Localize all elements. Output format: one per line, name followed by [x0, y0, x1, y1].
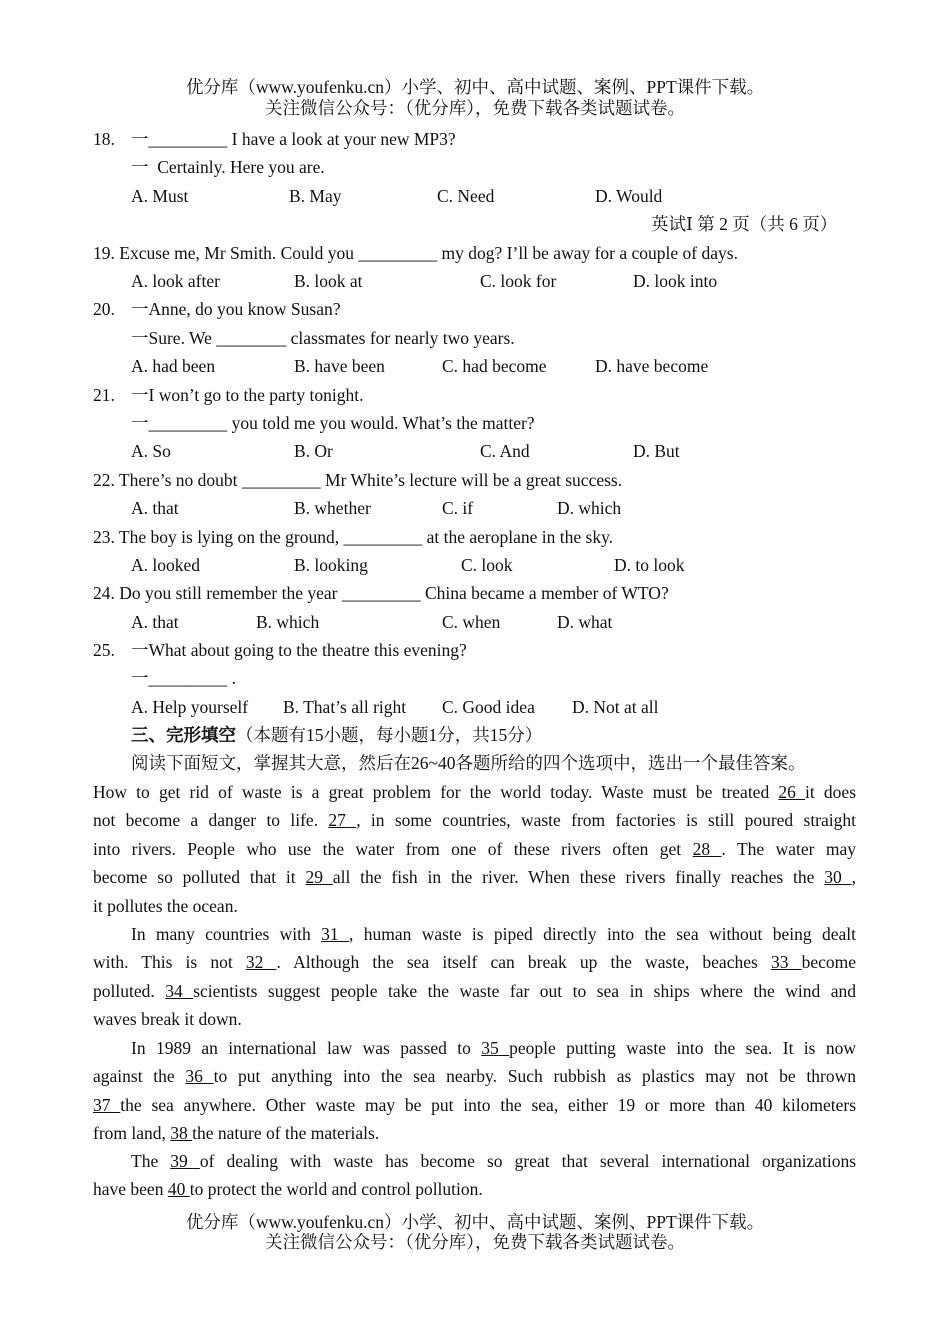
cloze-blank: 28: [692, 838, 722, 859]
passage-p1-line-4: [93, 866, 856, 888]
passage-p1-line-3: [93, 838, 856, 860]
passage-text: scientists suggest people take the waste far out to sea in ships where the wind and: [193, 980, 857, 1001]
passage-p4-line-1: [131, 1150, 856, 1172]
passage-text: , human waste is piped directly into the sea without being dealt: [348, 924, 857, 944]
cloze-blank: 34: [165, 980, 194, 1001]
passage-p3-line-3: [93, 1094, 856, 1116]
header-line-2: 关注微信公众号：（优分库），免费下载各类试题试卷。: [265, 98, 685, 118]
cloze-blank: 32: [245, 952, 277, 973]
footer-line-1: 优分库（www.youfenku.cn）小学、初中、高中试题、案例、PPT课件下载。: [185, 1212, 765, 1232]
cloze-blank: 30: [824, 867, 852, 888]
q19-option-a: A. look after: [131, 271, 220, 291]
q19-option-d: D. look into: [633, 271, 718, 291]
q23-option-c: C. look: [461, 555, 513, 575]
passage-text: . The water may: [721, 838, 856, 859]
q22-option-b: B. whether: [294, 498, 371, 518]
cloze-blank: 39: [170, 1151, 200, 1171]
passage-text: In many countries with: [131, 924, 322, 944]
passage-p3-line-1: [131, 1037, 856, 1059]
q23-option-a: A. looked: [131, 555, 201, 575]
page-label: 英试Ⅰ 第 2 页（共 6 页）: [651, 214, 838, 234]
passage-text: become so polluted that it: [93, 867, 306, 888]
cloze-blank: 29: [305, 867, 333, 888]
passage-text: In 1989 an international law was passed to: [131, 1038, 482, 1058]
q24-option-b: B. which: [256, 612, 320, 632]
section-3-heading: [131, 724, 542, 746]
q19-option-c: C. look for: [480, 271, 557, 291]
q20-option-c: C. had become: [442, 356, 547, 376]
q23-stem: 23. The boy is lying on the ground, _________ at the aeroplane in the sky.: [93, 527, 614, 547]
passage-text: to put anything into the sea nearby. Such rubbish as plastics may not be thrown: [213, 1066, 857, 1087]
q18-line1: 一_________ I have a look at your new MP3?: [131, 129, 456, 149]
q20-option-d: D. have become: [595, 356, 709, 376]
q21-option-c: C. And: [480, 441, 530, 461]
q18-option-c: C. Need: [437, 186, 495, 206]
q25-option-c: C. Good idea: [442, 697, 535, 717]
footer-line-2: 关注微信公众号：（优分库），免费下载各类试题试卷。: [265, 1232, 685, 1252]
q24-option-d: D. what: [557, 612, 613, 632]
cloze-blank: 26: [778, 782, 806, 802]
cloze-blank: 33: [770, 952, 802, 973]
passage-p3-line-2: [93, 1065, 856, 1087]
section-3-title: 三、完形填空: [131, 725, 236, 745]
q25-option-a: A. Help yourself: [131, 697, 249, 717]
q20-option-a: A. had been: [131, 356, 216, 376]
passage-text: The: [131, 1151, 171, 1171]
passage-p4-line-2: [93, 1178, 856, 1200]
passage-text: of dealing with waste has become so great that several international organizations: [199, 1151, 857, 1171]
passage-text: to protect the world and control pollution.: [189, 1179, 483, 1200]
cloze-blank: 37: [93, 1094, 121, 1115]
cloze-blank: 31: [321, 924, 349, 944]
q24-stem: 24. Do you still remember the year _________ China became a member of WTO?: [93, 583, 669, 603]
passage-text: it pollutes the ocean.: [93, 895, 238, 916]
q21-number: 21.: [93, 385, 115, 405]
q18-option-a: A. Must: [131, 186, 189, 206]
q22-option-a: A. that: [131, 498, 179, 518]
cloze-blank: 35: [481, 1038, 510, 1058]
passage-text: the sea anywhere. Other waste may be put into the sea, either 19 or more than 40 kilometers: [120, 1094, 856, 1115]
passage-text: all the fish in the river. When these rivers finally reaches the: [332, 867, 825, 888]
section-3-instruction: 阅读下面短文，掌握其大意，然后在26~40各题所给的四个选项中，选出一个最佳答案。: [131, 753, 806, 773]
passage-text: waves break it down.: [93, 1009, 242, 1030]
q25-number: 25.: [93, 640, 115, 660]
passage-text: How to get rid of waste is a great problem for the world today. Waste must be treated: [93, 782, 779, 802]
q21-line1: 一I won’t go to the party tonight.: [131, 385, 364, 405]
q22-option-c: C. if: [442, 498, 474, 518]
passage-p1-line-5: [93, 895, 856, 917]
q18-line2: 一 Certainly. Here you are.: [131, 157, 325, 177]
passage-text: into rivers. People who use the water from one of these rivers often get: [93, 838, 693, 859]
q24-option-a: A. that: [131, 612, 179, 632]
passage-text: the nature of the materials.: [192, 1123, 380, 1144]
q25-line2: 一_________ .: [131, 668, 236, 688]
passage-text: people putting waste into the sea. It is now: [509, 1038, 856, 1058]
q22-option-d: D. which: [557, 498, 622, 518]
passage-text: with. This is not: [93, 952, 246, 973]
q19-option-b: B. look at: [294, 271, 363, 291]
q18-option-d: D. Would: [595, 186, 663, 206]
q23-option-b: B. looking: [294, 555, 368, 575]
q25-option-d: D. Not at all: [572, 697, 659, 717]
q21-option-b: B. Or: [294, 441, 333, 461]
q21-option-d: D. But: [633, 441, 680, 461]
q19-stem: 19. Excuse me, Mr Smith. Could you _________ my dog? I’ll be away for a couple of days.: [93, 243, 738, 263]
passage-text: it does: [805, 782, 857, 802]
cloze-blank: 38: [170, 1123, 193, 1144]
passage-text: polluted.: [93, 980, 166, 1001]
passage-p1-line-1: [93, 781, 856, 803]
q21-option-a: A. So: [131, 441, 171, 461]
cloze-blank: 36: [185, 1066, 214, 1087]
passage-text: against the: [93, 1066, 186, 1087]
section-3-note: （本题有15小题，每小题1分，共15分）: [236, 725, 543, 745]
q18-option-b: B. May: [289, 186, 342, 206]
passage-text: ,: [851, 867, 856, 888]
q20-option-b: B. have been: [294, 356, 385, 376]
q22-stem: 22. There’s no doubt _________ Mr White’s lecture will be a great success.: [93, 470, 623, 490]
q21-line2: 一_________ you told me you would. What’s the matter?: [131, 413, 535, 433]
cloze-blank: 27: [328, 810, 357, 831]
q23-option-d: D. to look: [614, 555, 685, 575]
passage-text: have been: [93, 1179, 168, 1200]
q18-number: 18.: [93, 129, 115, 149]
passage-text: become: [801, 952, 856, 973]
q20-line1: 一Anne, do you know Susan?: [131, 299, 341, 319]
passage-text: not become a danger to life.: [93, 810, 329, 831]
passage-p2-line-4: [93, 1008, 856, 1030]
passage-text: , in some countries, waste from factories is still poured straight: [356, 810, 856, 831]
passage-p2-line-2: [93, 951, 856, 973]
passage-p1-line-2: [93, 809, 856, 831]
q20-line2: 一Sure. We ________ classmates for nearly two years.: [131, 328, 515, 348]
q25-option-b: B. That’s all right: [283, 697, 407, 717]
q25-line1: 一What about going to the theatre this evening?: [131, 640, 467, 660]
cloze-blank: 40: [167, 1179, 190, 1200]
passage-p2-line-1: [131, 923, 856, 945]
passage-text: . Although the sea itself can break up the waste, beaches: [276, 952, 771, 973]
passage-p2-line-3: [93, 980, 856, 1002]
q24-option-c: C. when: [442, 612, 501, 632]
passage-p3-line-4: [93, 1122, 856, 1144]
passage-text: from land,: [93, 1123, 171, 1144]
header-line-1: 优分库（www.youfenku.cn）小学、初中、高中试题、案例、PPT课件下载。: [185, 77, 765, 97]
q20-number: 20.: [93, 299, 115, 319]
